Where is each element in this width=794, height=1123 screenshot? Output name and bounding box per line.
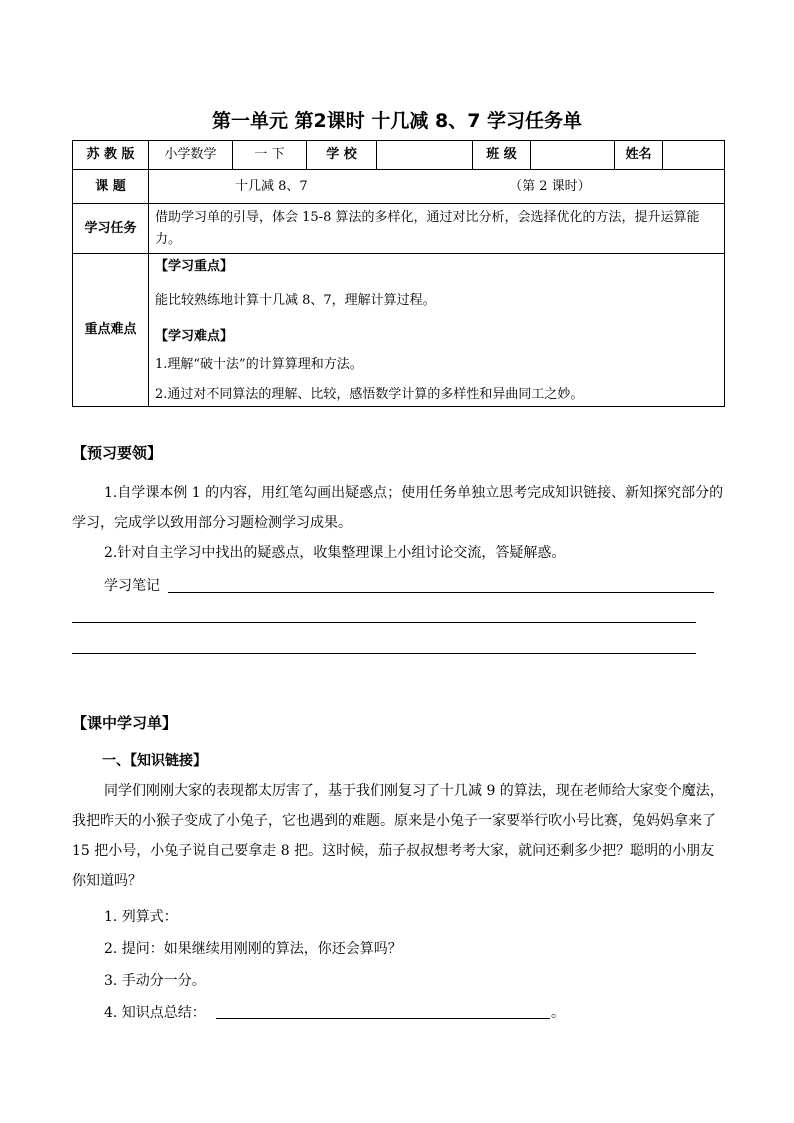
lesson-text: （第 2 课时） [509,178,591,194]
knowledge-link-heading: 一、【知识链接】 [102,753,207,769]
question-1: 1. 列算式： [104,909,178,925]
key-label: 重点难点 [73,254,149,407]
notes-line-3[interactable] [72,653,696,654]
question-2: 2. 提问：如果继续用刚刚的算法，你还会算吗？ [104,941,402,957]
topic-cell [149,170,725,204]
story-paragraph: 同学们刚刚大家的表现都太厉害了，基于我们刚复习了十几减 9 的算法，现在老师给大家变个魔法，我把昨天的小猴子变成了小兔子，它也遇到的难题。原来是小兔子一家要举行吹小号比赛，兔妈妈拿来了 15 把小号，小兔子说自己要拿走 8 把。这时候，茄子叔叔想考考大家，就问还剩多少把？聪明的小朋友你知道吗？ [72,783,724,889]
task-text: 借助学习单的引导，体会 15-8 算法的多样化，通过对比分析，会选择优化的方法，提升运算能力。 [149,204,725,254]
topic-text: 十几减 8、7 [235,178,308,194]
question-4: 4. 知识点总结： [104,1005,206,1021]
name-value[interactable] [663,141,725,170]
inclass-heading: 【课中学习单】 [72,714,178,732]
notes-line-2[interactable] [72,622,696,623]
class-label: 班 级 [473,141,531,170]
difficulty-item-1: 1.理解“破十法”的计算算理和方法。 [155,357,363,372]
topic-label: 课 题 [73,170,149,204]
info-table [72,140,725,407]
summary-period: 。 [551,1005,565,1021]
school-value[interactable] [377,141,473,170]
task-label: 学习任务 [73,204,149,254]
preview-heading: 【预习要领】 [72,444,163,462]
key-text: 能比较熟练地计算十几减 8、7，理解计算过程。 [155,293,436,308]
grade-cell: 一 下 [233,141,307,170]
difficulty-item-2: 2.通过对不同算法的理解、比较，感悟数学计算的多样性和异曲同工之妙。 [155,387,584,402]
key-cell [149,254,725,407]
edition-cell: 苏 教 版 [73,141,149,170]
key-heading: 【学习重点】 [155,259,234,274]
preview-paragraph-2: 2.针对自主学习中找出的疑惑点，收集整理课上小组讨论交流，答疑解惑。 [104,545,566,561]
difficulty-heading: 【学习难点】 [155,329,234,344]
summary-line[interactable] [216,1018,550,1019]
notes-line-1[interactable] [168,592,714,593]
question-3: 3. 手动分一分。 [104,973,206,989]
name-label: 姓名 [615,141,663,170]
school-label: 学 校 [307,141,377,170]
notes-label: 学习笔记 [104,578,160,594]
class-value[interactable] [531,141,615,170]
preview-paragraph-1: 1.自学课本例 1 的内容，用红笔勾画出疑惑点；使用任务单独立思考完成知识链接、新知探究部分的学习，完成学以致用部分习题检测学习成果。 [72,485,724,531]
page-title: 第一单元 第2课时 十几减 8、7 学习任务单 [211,110,583,132]
subject-cell: 小学数学 [149,141,233,170]
